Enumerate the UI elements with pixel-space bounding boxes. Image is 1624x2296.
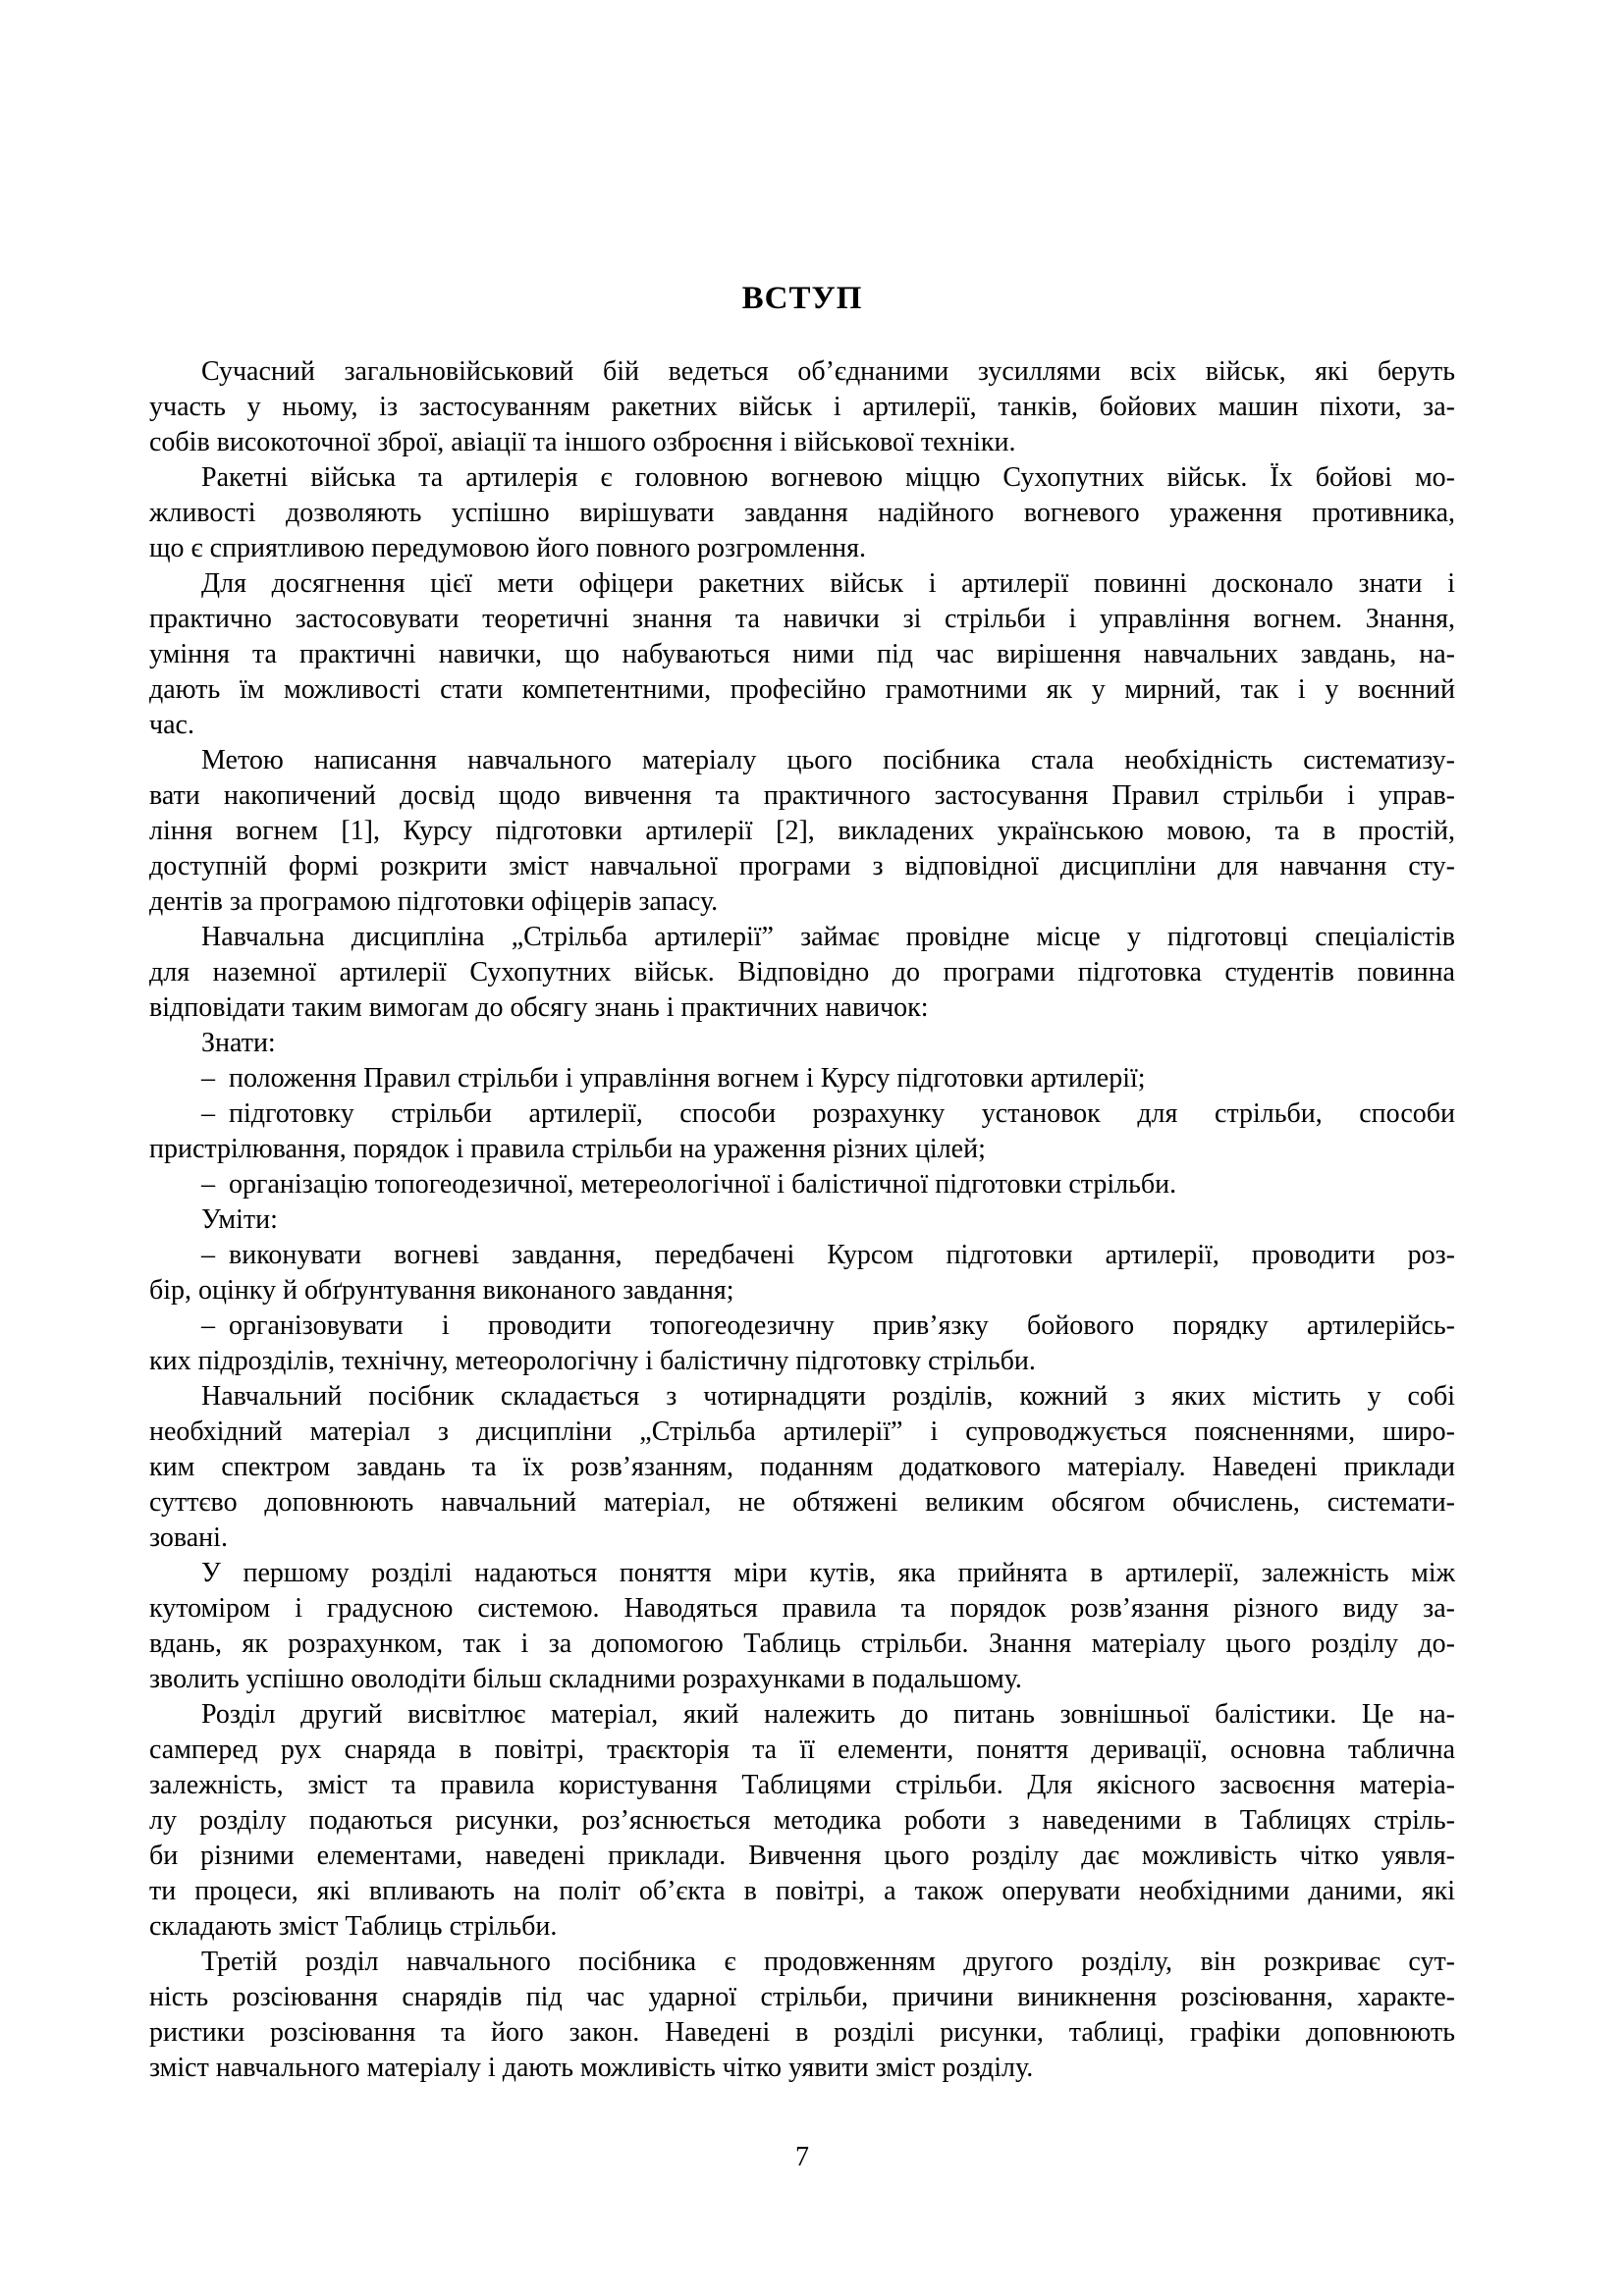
text-line: ким спектром завдань та їх розв’язанням, поданням додаткового матеріалу. Наведені приклади [149,1452,1455,1482]
text-line: кутоміром і градусною системою. Наводяться правила та порядок розв’язання різного виду за- [149,1593,1455,1624]
list-item-line: – підготовку стрільби артилерії, способи розрахунку установок для стрільби, способи [201,1098,1455,1129]
text-line: зволить успішно оволодіти більш складними розрахунками в подальшому. [149,1664,1022,1694]
text-line: ління вогнем [1], Курсу підготовки артилерії [2], викладених українською мовою, та в простій, [149,816,1455,846]
text-line: Сучасний загальновійськовий бій ведеться об’єднаними зусиллями всіх військ, які беруть [201,356,1455,387]
text-line: складають зміст Таблиць стрільби. [149,1911,558,1942]
paragraph [149,1202,1455,1238]
text-line: самперед рух снаряда в повітрі, траєкторія та її елементи, поняття деривації, основна таблична [149,1735,1455,1765]
paragraph [149,354,1455,460]
text-line: час. [149,710,194,740]
text-line: практично застосовувати теоретичні знання та навички зі стрільби і управління вогнем. Знання, [149,604,1455,634]
text-line: залежність, зміст та правила користування Таблицями стрільби. Для якісного засвоєння матеріа- [149,1770,1455,1800]
paragraph [149,1238,1455,1308]
text-line: участь у ньому, із застосуванням ракетних військ і артилерії, танків, бойових машин піхоти, за- [149,392,1455,422]
text-line: Знати: [201,1028,276,1058]
text-line: Для досягнення цієї мети офіцери ракетних військ і артилерії повинні досконало знати і [201,568,1455,599]
page-content [149,283,1455,2086]
text-line: пристрілювання, порядок і правила стрільби на ураження різних цілей; [149,1134,986,1164]
text-line: доступній формі розкрити зміст навчальної програми з відповідної дисципліни для навчання сту- [149,851,1455,881]
text-line: Розділ другий висвітлює матеріал, який належить до питань зовнішньої балістики. Це на- [201,1699,1455,1730]
paragraph [149,1308,1455,1379]
text-line: необхідний матеріал з дисципліни „Стрільба артилерії” і супроводжується поясненнями, широ- [149,1416,1455,1447]
paragraph [149,920,1455,1026]
text-line: вдань, як розрахунком, так і за допомогою Таблиць стрільби. Знання матеріалу цього розділу до- [149,1629,1455,1659]
paragraph [149,1379,1455,1556]
text-line: У першому розділі надаються поняття міри кутів, яка прийнята в артилерії, залежність між [201,1558,1455,1588]
paragraph [149,566,1455,743]
text-line: дають їм можливості стати компетентними, професійно грамотними як у мирний, так і у воєнний [149,674,1455,705]
list-item-line: – положення Правил стрільби і управління вогнем і Курсу підготовки артилерії; [201,1063,1146,1094]
text-line: ність розсіювання снарядів під час ударної стрільби, причини виникнення розсіювання, характе- [149,1982,1455,2012]
paragraph [149,1697,1455,1945]
text-line: ких підрозділів, технічну, метеорологічну і балістичну підготовку стрільби. [149,1346,1036,1376]
text-line: зовані. [149,1522,228,1553]
text-line: відповідати таким вимогам до обсягу знань і практичних навичок: [149,992,929,1023]
paragraph [149,1556,1455,1697]
page-title: ВСТУП [741,281,863,316]
text-line: собів високоточної зброї, авіації та іншого озброєння і військової техніки. [149,427,1016,457]
text-line: ристики розсіювання та його закон. Наведені в розділі рисунки, таблиці, графіки доповнюють [149,2017,1455,2048]
text-line: бір, оцінку й обґрунтування виконаного завдання; [149,1275,734,1306]
text-line: Уміти: [201,1204,278,1235]
text-line: Третій розділ навчального посібника є продовженням другого розділу, він розкриває сут- [201,1947,1455,1977]
paragraph [149,1026,1455,1061]
text-line: жливості дозволяють успішно вирішувати завдання надійного вогневого ураження противника, [149,498,1455,528]
text-line: вати накопичений досвід щодо вивчення та практичного застосування Правил стрільби і управ- [149,780,1455,811]
paragraph [149,1945,1455,2086]
text-line: Ракетні війська та артилерія є головною вогневою міццю Сухопутних військ. Їх бойові мо- [201,462,1455,493]
paragraph [149,1061,1455,1096]
text-line: суттєво доповнюють навчальний матеріал, не обтяжені великим обсягом обчислень, системати- [149,1487,1455,1518]
list-item-line: – організацію топогеодезичної, метереологічної і балістичної підготовки стрільби. [201,1169,1177,1200]
document-body [149,354,1455,2086]
text-line: зміст навчального матеріалу і дають можливість чітко уявити зміст розділу. [149,2053,1034,2083]
text-line: Метою написання навчального матеріалу цього посібника стала необхідність систематизу- [201,745,1455,775]
paragraph [149,743,1455,920]
text-line: що є сприятливою передумовою його повного розгромлення. [149,533,867,563]
text-line: дентів за програмою підготовки офіцерів запасу. [149,886,719,917]
paragraph [149,460,1455,566]
text-line: ти процеси, які впливають на політ об’єкта в повітрі, а також оперувати необхідними даними, які [149,1876,1455,1906]
list-item-line: – виконувати вогневі завдання, передбачені Курсом підготовки артилерії, проводити роз- [201,1240,1455,1270]
page-number: 7 [795,2142,809,2172]
list-item-line: – організовувати і проводити топогеодезичну прив’язку бойового порядку артилерійсь- [201,1310,1455,1341]
paragraph [149,1167,1455,1202]
text-line: для наземної артилерії Сухопутних військ. Відповідно до програми підготовка студентів повинна [149,957,1455,988]
text-line: Навчальний посібник складається з чотирнадцяти розділів, кожний з яких містить у собі [201,1381,1455,1412]
text-line: би різними елементами, наведені приклади. Вивчення цього розділу дає можливість чітко уявля- [149,1841,1455,1871]
text-line: Навчальна дисципліна „Стрільба артилерії” займає провідне місце у підготовці спеціалістів [201,922,1455,952]
paragraph [149,1096,1455,1167]
text-line: уміння та практичні навички, що набуваються ними під час вирішення навчальних завдань, на- [149,639,1455,669]
text-line: лу розділу подаються рисунки, роз’яснюється методика роботи з наведеними в Таблицях стріль- [149,1805,1455,1836]
